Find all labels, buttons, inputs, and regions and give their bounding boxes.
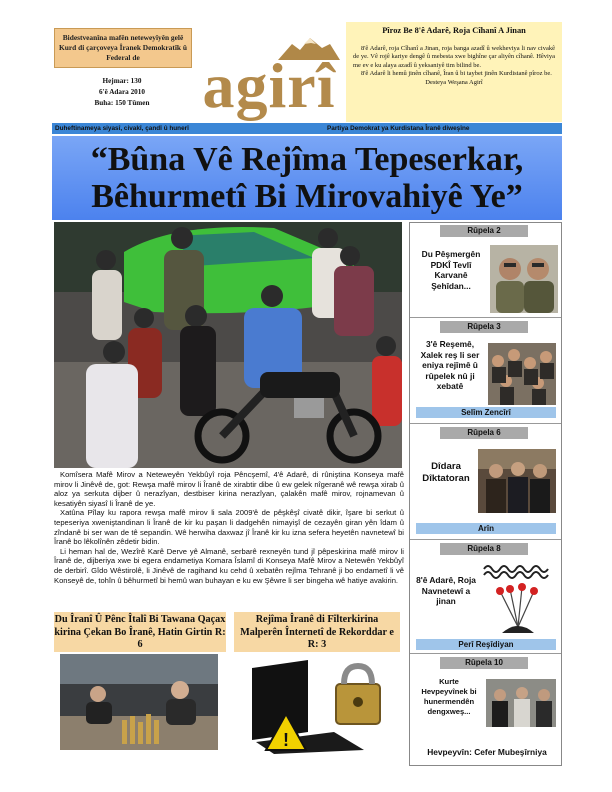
article-paragraph: Xatûna Pîlay ku rapora rewşa mafê mirov li sala 2009'ê de pêşkêşî civatê dikir, îşare bi serkut û tepeseriya xweniştandinan li Îranê de kir ku paşan li dadgehên nimayişî de cezayên giran yên îdam û zîndanê bi ser wan de tê sepandin. Wê herwiha daxwaz jî Îranê kir ku izna sefera heyetên navnetewî bi Îranê bo lêkolînên zêdetir bidin. [54, 508, 404, 547]
teaser-arms-smuggling[interactable] [54, 612, 226, 652]
press-conference-photo [60, 654, 218, 750]
article-body [54, 470, 404, 585]
sidebar-divider [410, 539, 561, 540]
crowd-protest-photo [488, 343, 556, 405]
sidebar-page-label: Rûpela 8 [440, 543, 528, 555]
sidebar-page-label: Rûpela 6 [440, 427, 528, 439]
sidebar-author: Perî Reşîdiyan [416, 639, 556, 650]
sidebar-headline[interactable]: Du Pêşmergên PDKÎ Tevlî Karvanê Şehîdan... [421, 249, 481, 291]
editorial-box [346, 22, 562, 122]
sidebar-divider [410, 317, 561, 318]
issue-info [72, 76, 172, 109]
teaser-internet-filtering[interactable] [234, 612, 400, 652]
teaser-text: Du Îranî Û Pênc Îtalî Bi Tawana Qaçax kirina Çekan Bo Îranê, Hatin Girtin R: 6 [54, 614, 226, 651]
street-scene-image [54, 222, 402, 468]
peshmerga-portraits-photo [490, 245, 558, 313]
sidebar-page-label: Rûpela 2 [440, 225, 528, 237]
headline-line-1: “Bûna Vê Rejîma Tepeserkar, [90, 141, 524, 178]
svg-text:!: ! [283, 730, 289, 750]
main-news-photo [54, 222, 402, 468]
tagline-left: Duheftinameya siyasî, civakî, çandî û hunerî [55, 125, 189, 132]
teaser-text: Rejîma Îranê di Fîlterkirina Malperên Înternetî de Rekorddar e R: 3 [240, 614, 394, 651]
sidebar-author: Hevpeyvîn: Cefer Mubeşîrniya [427, 747, 547, 757]
issue-number: Hejmar: 130 [102, 77, 142, 85]
slogan-box [54, 28, 192, 68]
masthead-logo [190, 38, 348, 122]
sidebar-divider [410, 653, 561, 654]
womens-day-illustration [480, 561, 556, 635]
editorial-paragraph: 8'ê Adarê, roja Cîhanî a Jinan, roja banga azadî û wekheviya li nav civakê de ye. Vê rojê kariye dengê û mebesta xwe bighîne çar aliyên cîhanê. Hêviya me ev e ku alaya azadî û yeksaniyê tim bilind be. [353, 45, 555, 69]
editorial-paragraph: 8'ê Adarê li hemû jinên cîhanê, Îran û bi taybet jinên Kurdistanê pîroz be. [361, 70, 552, 78]
interview-photo [486, 679, 556, 727]
headline [52, 136, 562, 220]
sidebar-divider [410, 423, 561, 424]
slogan-text: Bidestveanîna mafên neteweyîyên gelê Kurd di çarçoveya Îranek Demokratîk û Federal de [59, 33, 187, 62]
tagline-right: Partiya Demokrat ya Kurdistana Îranê diweşîne [327, 125, 470, 132]
sidebar-headline[interactable]: Dîdara Dîktatoran [422, 461, 470, 484]
article-paragraph: Li heman hal de, Wezîrê Karê Derve yê Almanê, serbarê rexneyên tund jî pêpeskirina mafê mirov li Îranê de, dijberiya xwe bi egera endametiya Komara Îslamî di Konseya Mafê Mirov a Netewên Yekbûyî de derbirî. Gîdo Wêstirolê, li Jinêvê de ragihand ku cehd û xebatên rejîma Tehranê ji bo endametî li vê Konseyê de, tohîn û bêhurmetî bi hemû wan buhayan e ku ew Şêwre li ser bingeha wê hatiye avakirin. [54, 546, 404, 585]
editorial-title: Pîroz Be 8'ê Adarê, Roja Cîhanî A Jinan [382, 26, 526, 35]
editorial-signature: Desteya Weşana Agirî [425, 78, 483, 86]
sidebar-contents [409, 222, 562, 766]
tagline-bar [52, 123, 562, 134]
sidebar-author: Selîm Zencîrî [416, 407, 556, 418]
sidebar-page-label: Rûpela 10 [440, 657, 528, 669]
logo-wordmark: agirî [202, 50, 336, 121]
internet-censorship-illustration [244, 654, 392, 754]
issue-price: Buha: 150 Tûmen [94, 99, 150, 107]
sidebar-headline[interactable]: 8'ê Adarê, Roja Navnetewî a jinan [416, 575, 476, 607]
sidebar-page-label: Rûpela 3 [440, 321, 528, 333]
sidebar-headline[interactable]: 3'ê Reşemê, Xalek reş li ser eniya rejîmê û rûpelek nû ji xebatê [420, 339, 480, 392]
sidebar-headline[interactable]: Kurte Hevpeyvînek bi hunermendên dengxweş... [421, 677, 477, 716]
headline-line-2: Bêhurmetî Bi Mirovahiyê Ye” [91, 178, 523, 215]
article-paragraph: Komîsera Mafê Mirov a Neteweyên Yekbûyî roja Pêncşemî, 4'ê Adarê, di rûniştina Konseya mafê mirov li Jinêvê de, got: Rewşa mafê mirov li Îranê de xirabtir dibe û ew gelek nîgeranê wê rewşa xirab û aloz ya serkuta dijber û nerazîyan, destbiser kirina nerazîyan, çalakên mafê mirov, rojnamevan û kesatiyên siyasî li Îranê de ye. [54, 470, 404, 508]
dictators-meeting-photo [478, 449, 556, 513]
issue-date: 6'ê Adara 2010 [99, 88, 145, 96]
sidebar-author: Arîn [416, 523, 556, 534]
